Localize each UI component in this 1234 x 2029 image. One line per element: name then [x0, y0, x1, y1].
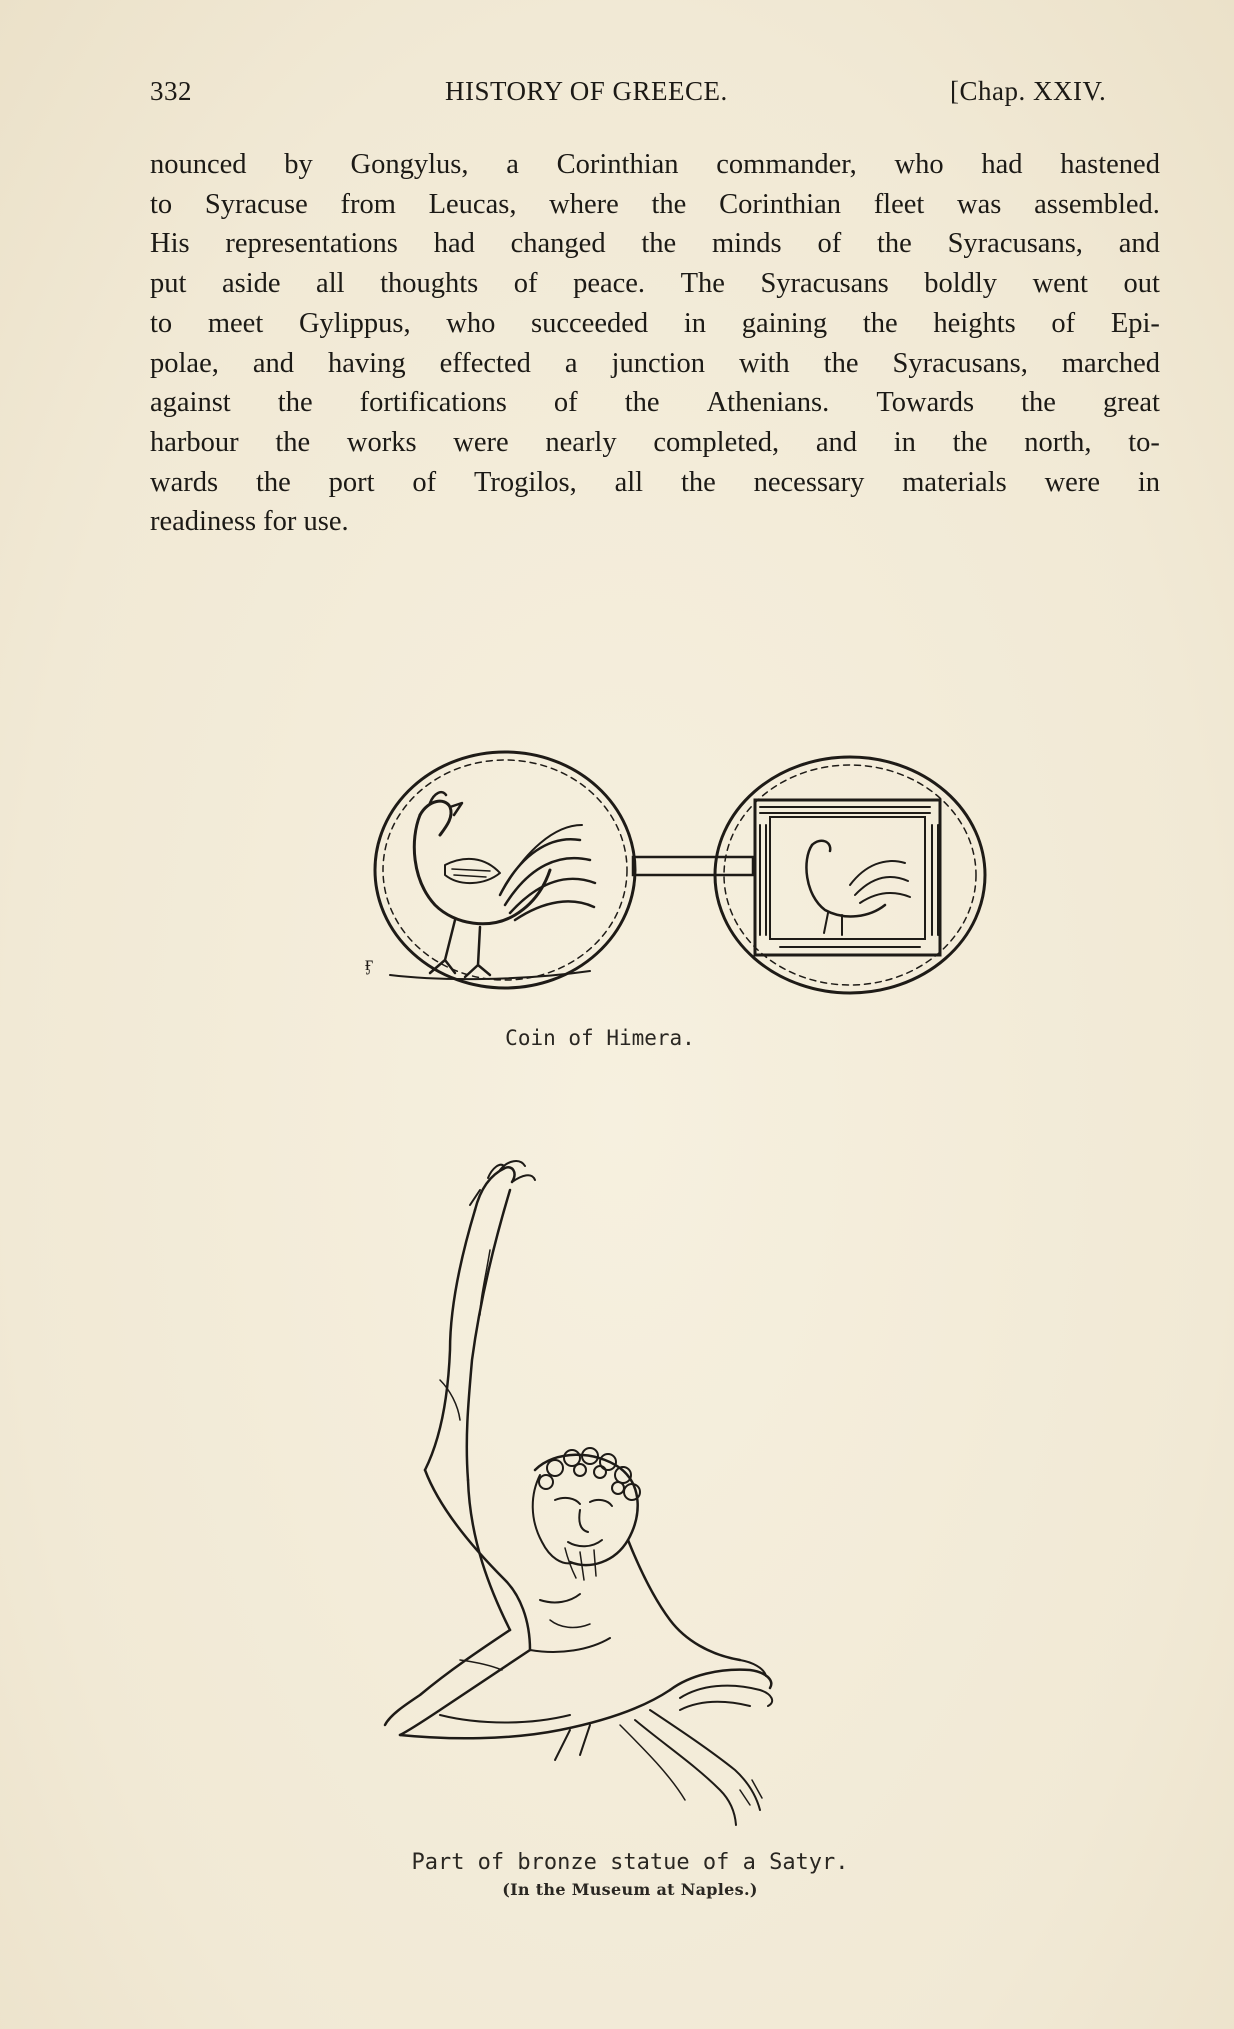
word: of [553, 387, 578, 419]
word: had [981, 149, 1023, 180]
word: to [150, 307, 173, 339]
word: against [150, 387, 231, 419]
word: Leucas, [428, 188, 517, 220]
word: the [624, 387, 660, 419]
running-title: HISTORY OF GREECE. [445, 76, 728, 106]
word: to- [1128, 426, 1160, 458]
satyr-caption: Part of bronze statue of a Satyr. [411, 1850, 849, 1875]
word: had [433, 228, 475, 260]
text-line [150, 463, 1160, 503]
text-line [150, 185, 1160, 225]
page-number: 332 [150, 76, 192, 106]
word: succeeded [531, 307, 649, 339]
svg-text:ӻ: ӻ [365, 951, 374, 975]
word: polae, [150, 347, 219, 379]
word: Syracusans, [947, 228, 1083, 260]
text-line [150, 304, 1160, 344]
word: the [823, 347, 859, 379]
word: nounced [150, 149, 247, 180]
text-line [150, 344, 1160, 384]
word: of [513, 268, 538, 300]
word: were [453, 426, 509, 458]
word: the [641, 228, 677, 260]
word: hastened [1060, 149, 1160, 180]
word: was [957, 188, 1002, 220]
word: gaining [741, 307, 828, 339]
word: Syracuse [204, 188, 308, 220]
word: where [549, 188, 619, 220]
coin-reverse [715, 757, 985, 993]
chapter-label: [Chap. XXIV. [950, 76, 1107, 106]
word: in [893, 426, 916, 458]
word: put [150, 268, 187, 300]
coin-obverse [365, 752, 635, 988]
word: the [680, 466, 716, 498]
word: Corinthian [719, 188, 841, 220]
word: all [614, 466, 644, 498]
word: of [817, 228, 842, 260]
coin-illustration [350, 745, 990, 1010]
word: representations [225, 228, 398, 260]
satyr-subcaption: (In the Museum at Naples.) [502, 1880, 758, 1899]
text-line [150, 264, 1160, 304]
word: having [328, 347, 406, 379]
word: Syracusans [760, 268, 889, 300]
word: went [1032, 268, 1088, 300]
word: a [506, 149, 519, 180]
word: fortifications [359, 387, 507, 419]
word: great [1102, 387, 1160, 419]
word: changed [510, 228, 606, 260]
word: commander, [716, 149, 857, 180]
word: with [738, 347, 790, 379]
word: the [277, 387, 313, 419]
word: meet [207, 307, 264, 339]
text-line [150, 423, 1160, 463]
word: Athenians. [706, 387, 830, 419]
word: works [346, 426, 417, 458]
running-header [150, 76, 1170, 116]
word: and [252, 347, 295, 379]
word: aside [221, 268, 281, 300]
word: the [255, 466, 291, 498]
word: assembled. [1034, 188, 1160, 220]
word: Gongylus, [350, 149, 469, 180]
text-line [150, 383, 1160, 423]
word: harbour [150, 426, 239, 458]
word: out [1123, 268, 1160, 300]
word: effected [439, 347, 531, 379]
word: His [150, 228, 190, 260]
satyr-illustration [380, 1150, 880, 1830]
word: to [150, 188, 173, 220]
word: the [876, 228, 912, 260]
word: the [651, 188, 687, 220]
word: in [1137, 466, 1160, 498]
word: Trogilos, [474, 466, 577, 498]
word: wards [150, 466, 219, 498]
word: and [815, 426, 858, 458]
text-line [150, 145, 1160, 185]
word: all [316, 268, 345, 300]
word: marched [1061, 347, 1160, 379]
word: Syracusans, [892, 347, 1028, 379]
word: of [1051, 307, 1076, 339]
word: port [328, 466, 375, 498]
word: boldly [924, 268, 998, 300]
word: from [340, 188, 396, 220]
word: were [1044, 466, 1100, 498]
word: necessary [753, 466, 865, 498]
word: nearly [545, 426, 617, 458]
word: who [446, 307, 496, 339]
word: materials [902, 466, 1007, 498]
word: peace. [573, 268, 646, 300]
word: who [894, 149, 944, 180]
word: the [275, 426, 311, 458]
word: heights [933, 307, 1016, 339]
word: by [284, 149, 313, 180]
word: The [680, 268, 725, 300]
word: fleet [873, 188, 925, 220]
word: north, [1024, 426, 1092, 458]
word: minds [711, 228, 782, 260]
word: thoughts [380, 268, 479, 300]
word: Towards [876, 387, 975, 419]
text-line [150, 224, 1160, 264]
word: Epi- [1110, 307, 1160, 339]
word: the [862, 307, 898, 339]
word: in [683, 307, 706, 339]
word: of [412, 466, 437, 498]
coin-caption: Coin of Himera. [505, 1026, 695, 1050]
body-paragraph [150, 145, 1160, 542]
word: completed, [653, 426, 780, 458]
word: junction [611, 347, 705, 379]
word: and [1118, 228, 1160, 260]
word: Corinthian [556, 149, 679, 180]
text-line: readiness for use. [150, 506, 349, 538]
word: a [564, 347, 578, 379]
word: the [1021, 387, 1056, 419]
word: the [952, 426, 988, 458]
word: Gylippus, [298, 307, 411, 339]
